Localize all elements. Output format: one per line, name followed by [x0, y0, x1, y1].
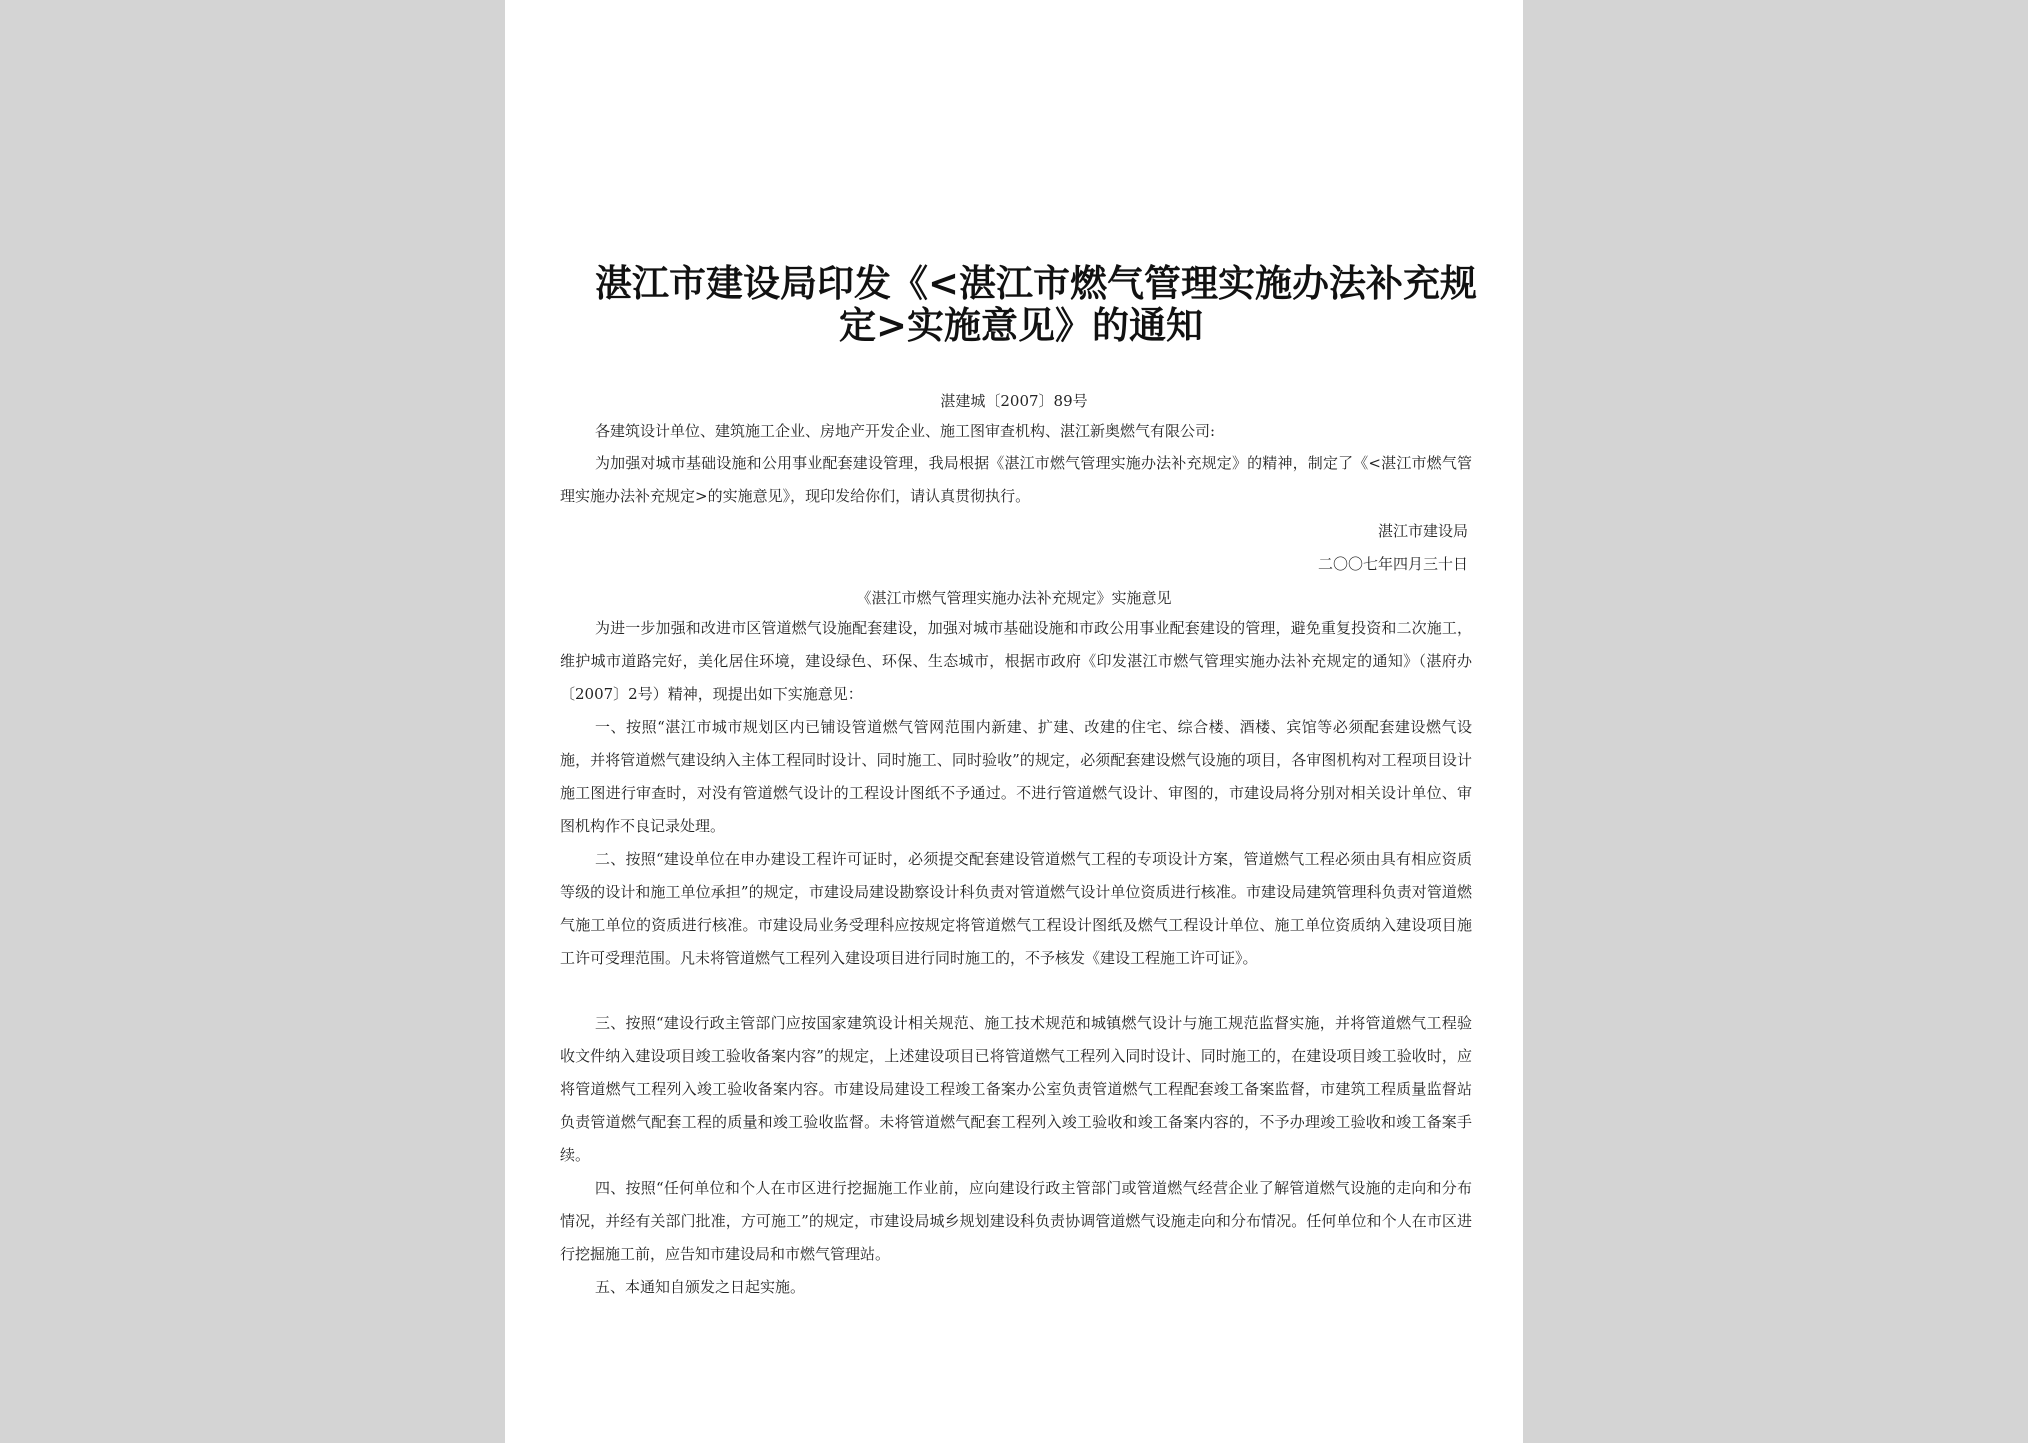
title-line-1: 湛江市建设局印发《<湛江市燃气管理实施办法补充规 — [595, 261, 1478, 305]
item-1-paragraph: 一、按照“湛江市城市规划区内已铺设管道燃气管网范围内新建、扩建、改建的住宅、综合楼、酒楼、宾馆等必须配套建设燃气设施，并将管道燃气建设纳入主体工程同时设计、同时施工、同时验收”的规定，必须配套建设燃气设施的项目，各审图机构对工程项目设计施工图进行审查时，对没有管道燃气设计的工程设计图纸不予通过。不进行管道燃气设计、审图的，市建设局将分别对相关设计单位、审图机构作不良记录处理。 — [560, 718, 1472, 835]
attachment-subtitle: 《湛江市燃气管理实施办法补充规定》实施意见 — [856, 589, 1172, 607]
issue-date: 二〇〇七年四月三十日 — [1317, 555, 1468, 573]
intro-paragraph: 为加强对城市基础设施和公用事业配套建设管理，我局根据《湛江市燃气管理实施办法补充规定》的精神，制定了《<湛江市燃气管理实施办法补充规定>的实施意见》，现印发给你们，请认真贯彻执行。 — [560, 454, 1472, 505]
title-line-2: 定>实施意见》的通知 — [839, 303, 1204, 347]
item-2-paragraph: 二、按照“建设单位在申办建设工程许可证时，必须提交配套建设管道燃气工程的专项设计方案，管道燃气工程必须由具有相应资质等级的设计和施工单位承担”的规定，市建设局建设勘察设计科负责对管道燃气设计单位资质进行核准。市建设局建筑管理科负责对管道燃气施工单位的资质进行核准。市建设局业务受理科应按规定将管道燃气工程设计图纸及燃气工程设计单位、施工单位资质纳入建设项目施工许可受理范围。凡未将管道燃气工程列入建设项目进行同时施工的，不予核发《建设工程施工许可证》。 — [560, 850, 1472, 967]
item-5-paragraph: 五、本通知自颁发之日起实施。 — [595, 1278, 806, 1296]
document-page — [505, 0, 1523, 1443]
addressees-paragraph: 各建筑设计单位、建筑施工企业、房地产开发企业、施工图审查机构、湛江新奥燃气有限公司: — [595, 422, 1216, 440]
preamble-paragraph: 为进一步加强和改进市区管道燃气设施配套建设，加强对城市基础设施和市政公用事业配套建设的管理，避免重复投资和二次施工，维护城市道路完好，美化居住环境，建设绿色、环保、生态城市，根据市政府《印发湛江市燃气管理实施办法补充规定的通知》（湛府办〔2007〕2号）精神，现提出如下实施意见： — [560, 619, 1472, 703]
issuer-signature: 湛江市建设局 — [1377, 522, 1468, 540]
item-3-paragraph: 三、按照“建设行政主管部门应按国家建筑设计相关规范、施工技术规范和城镇燃气设计与施工规范监督实施，并将管道燃气工程验收文件纳入建设项目竣工验收备案内容”的规定，上述建设项目已将管道燃气工程列入同时设计、同时施工的，在建设项目竣工验收时，应将管道燃气工程列入竣工验收备案内容。市建设局建设工程竣工备案办公室负责管道燃气工程配套竣工备案监督，市建筑工程质量监督站负责管道燃气配套工程的质量和竣工验收监督。未将管道燃气配套工程列入竣工验收和竣工备案内容的，不予办理竣工验收和竣工备案手续。 — [560, 1014, 1472, 1164]
item-4-paragraph: 四、按照“任何单位和个人在市区进行挖掘施工作业前，应向建设行政主管部门或管道燃气经营企业了解管道燃气设施的走向和分布情况，并经有关部门批准，方可施工”的规定，市建设局城乡规划建设科负责协调管道燃气设施走向和分布情况。任何单位和个人在市区进行挖掘施工前，应告知市建设局和市燃气管理站。 — [560, 1179, 1472, 1263]
document-number: 湛建城〔2007〕89号 — [940, 392, 1088, 410]
document-title — [595, 262, 1493, 346]
